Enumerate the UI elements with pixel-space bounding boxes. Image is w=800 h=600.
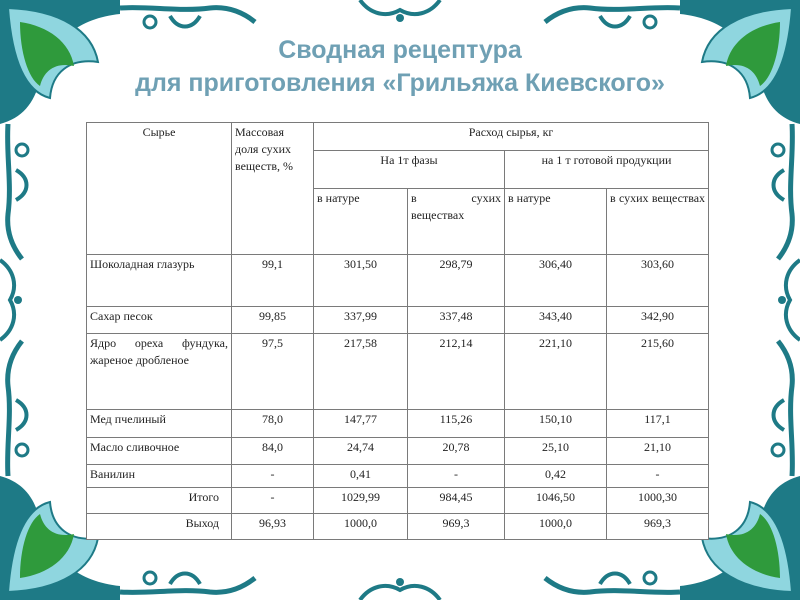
cell-value: 96,93 (232, 514, 314, 540)
table-row (87, 334, 709, 410)
page-subtitle: для приготовления «Грильяжа Киевского» (135, 69, 665, 97)
cell-value: 301,50 (314, 255, 408, 307)
cell-value: - (232, 465, 314, 488)
table-row (87, 255, 709, 307)
cell-value: 150,10 (505, 410, 607, 438)
cell-value: 78,0 (232, 410, 314, 438)
ornament-right-center (778, 260, 800, 340)
row-name: Выход (87, 514, 232, 540)
cell-value: 343,40 (505, 307, 607, 334)
row-name: Масло сливочное (87, 438, 232, 465)
page-title: Сводная рецептура (278, 36, 522, 64)
header-phase-in-nature: в натуре (314, 189, 408, 255)
cell-value: 21,10 (607, 438, 709, 465)
cell-value: 99,1 (232, 255, 314, 307)
cell-value: 298,79 (408, 255, 505, 307)
header-phase-in-dry: в сухих веществах (408, 189, 505, 255)
cell-value: 24,74 (314, 438, 408, 465)
row-name: Итого (87, 488, 232, 514)
table-row (87, 438, 709, 465)
table-row (87, 514, 709, 540)
header-per-phase: На 1т фазы (314, 151, 505, 189)
cell-value: 0,42 (505, 465, 607, 488)
cell-value: 99,85 (232, 307, 314, 334)
cell-value: 969,3 (607, 514, 709, 540)
header-per-product: на 1 т готовой продукции (505, 151, 709, 189)
cell-value: 217,58 (314, 334, 408, 410)
cell-value: 97,5 (232, 334, 314, 410)
row-name: Сахар песок (87, 307, 232, 334)
cell-value: 215,60 (607, 334, 709, 410)
row-name: Ядро ореха фундука, жареное дробленое (87, 334, 232, 410)
cell-value: 115,26 (408, 410, 505, 438)
cell-value: - (607, 465, 709, 488)
table-row (87, 410, 709, 438)
row-name: Ванилин (87, 465, 232, 488)
table-row (87, 488, 709, 514)
header-product-in-nature: в натуре (505, 189, 607, 255)
cell-value: 147,77 (314, 410, 408, 438)
table-row (87, 307, 709, 334)
cell-value: 969,3 (408, 514, 505, 540)
row-name: Мед пчелиный (87, 410, 232, 438)
cell-value: 337,99 (314, 307, 408, 334)
cell-value: 212,14 (408, 334, 505, 410)
cell-value: 117,1 (607, 410, 709, 438)
header-product-in-dry: в сухих веществах (607, 189, 709, 255)
cell-value: 1029,99 (314, 488, 408, 514)
cell-value: 342,90 (607, 307, 709, 334)
cell-value: 1046,50 (505, 488, 607, 514)
cell-value: 221,10 (505, 334, 607, 410)
header-raw: Сырье (87, 123, 232, 255)
cell-value: 0,41 (314, 465, 408, 488)
cell-value: 1000,0 (314, 514, 408, 540)
cell-value: 1000,30 (607, 488, 709, 514)
ornament-left-center (0, 260, 22, 340)
cell-value: - (408, 465, 505, 488)
cell-value: 20,78 (408, 438, 505, 465)
cell-value: 303,60 (607, 255, 709, 307)
row-name: Шоколадная глазурь (87, 255, 232, 307)
ornament-bottom-center (360, 578, 440, 600)
cell-value: 984,45 (408, 488, 505, 514)
cell-value: 337,48 (408, 307, 505, 334)
cell-value: - (232, 488, 314, 514)
header-mass-fraction: Массовая доля сухих веществ, % (232, 123, 314, 255)
recipe-table (86, 122, 709, 540)
ornament-top-center (360, 0, 440, 22)
cell-value: 306,40 (505, 255, 607, 307)
cell-value: 1000,0 (505, 514, 607, 540)
cell-value: 25,10 (505, 438, 607, 465)
header-consumption: Расход сырья, кг (314, 123, 709, 151)
table-row (87, 465, 709, 488)
cell-value: 84,0 (232, 438, 314, 465)
